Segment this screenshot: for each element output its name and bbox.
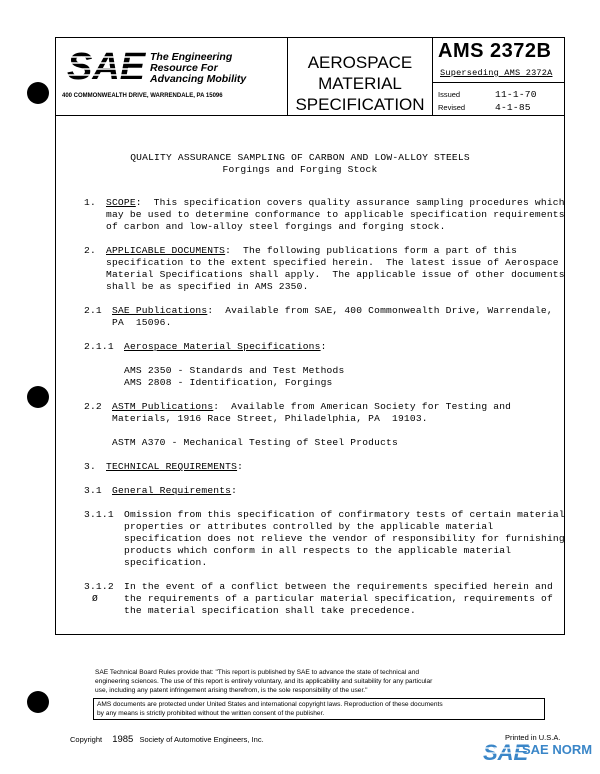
section-number: 2.1.1	[84, 341, 114, 352]
reference-item: AMS 2808 - Identification, Forgings	[124, 377, 333, 388]
section-heading: SCOPE	[106, 197, 136, 208]
tagline-line: The Engineering	[150, 51, 233, 63]
section-number: 3.1.1	[84, 509, 114, 520]
copyright-year: 1985	[112, 734, 134, 745]
section-astm-publications	[112, 401, 511, 413]
text-line: Materials, 1916 Race Street, Philadelphia, PA 19103.	[112, 413, 428, 424]
reference-item: ASTM A370 - Mechanical Testing of Steel Products	[112, 437, 398, 448]
text-line: : Available from American Society for Testing and	[213, 401, 512, 412]
section-applicable-documents	[106, 245, 517, 257]
section-heading: General Requirements	[112, 485, 232, 496]
doc-number: AMS 2372B	[438, 40, 552, 62]
text-line: :	[231, 485, 238, 496]
section-heading: ASTM Publications	[112, 401, 214, 412]
section-heading: TECHNICAL REQUIREMENTS	[106, 461, 238, 472]
section-ams	[124, 341, 327, 353]
section-number: 3.1.2	[84, 581, 114, 592]
section-heading: Aerospace Material Specifications	[124, 341, 321, 352]
watermark-text: SAE NORM	[522, 742, 593, 757]
logo-tagline	[150, 52, 246, 85]
section-heading: APPLICABLE DOCUMENTS	[106, 245, 226, 256]
copyright-holder: Society of Automotive Engineers, Inc.	[139, 735, 264, 744]
section-technical-requirements	[106, 461, 243, 473]
document-title: QUALITY ASSURANCE SAMPLING OF CARBON AND LOW-ALLOY STEELS	[130, 152, 470, 163]
ams-divider	[432, 82, 565, 83]
text-line: Omission from this specification of confirmatory tests of certain material	[124, 509, 565, 520]
section-general-requirements	[112, 485, 237, 497]
text-line: : This specification covers quality assurance sampling procedures which	[135, 197, 565, 208]
text-line: Material Specifications shall apply. The applicable issue of other documents	[106, 269, 565, 280]
text-line: AMS documents are protected under United States and international copyright laws. Reproduction of these documents	[97, 701, 443, 708]
revised-label: Revised	[438, 103, 466, 112]
section-number: 3.	[84, 461, 96, 472]
copyright-line	[70, 734, 264, 745]
technical-board-rules	[95, 668, 432, 695]
text-line: properties or attributes controlled by the applicable material	[124, 521, 494, 532]
header-vertical-divider	[432, 37, 433, 115]
text-line: of carbon and low-alloy steel forgings and forging stock.	[106, 221, 446, 232]
text-line: specification to the extent specified herein. The latest issue of Aerospace	[106, 257, 559, 268]
section-number: 1.	[84, 197, 96, 208]
section-number: 2.1	[84, 305, 102, 316]
printed-in: Printed in U.S.A.	[505, 733, 561, 742]
section-number: 3.1	[84, 485, 102, 496]
document-subtitle: Forgings and Forging Stock	[222, 164, 378, 175]
text-line: the requirements of a particular material specification, requirements of	[124, 593, 553, 604]
section-scope	[106, 197, 565, 209]
section-number: 2.2	[84, 401, 102, 412]
reference-item: AMS 2350 - Standards and Test Methods	[124, 365, 345, 376]
copyright-notice-box	[93, 698, 545, 720]
text-line: the material specification shall take precedence.	[124, 605, 416, 616]
text-line: : Available from SAE, 400 Commonwealth Drive, Warrendale,	[207, 305, 553, 316]
issued-date: 11-1-70	[495, 89, 537, 100]
text-line: :	[320, 341, 327, 352]
svg-text:SAE: SAE	[483, 740, 529, 765]
tagline-line: Resource For	[150, 62, 218, 74]
sae-logo	[65, 45, 160, 85]
text-line: engineering sciences. The use of this report is entirely voluntary, and its applicability and suitability for any particular	[95, 678, 433, 685]
punch-hole-top	[27, 82, 49, 104]
spec-type-line: SPECIFICATION	[295, 95, 425, 114]
text-line: :	[237, 461, 244, 472]
text-line: use, including any patent infringement arising therefrom, is the sole responsibility of the user."	[95, 687, 368, 694]
text-line: : The following publications form a part of this	[225, 245, 518, 256]
text-line: specification does not relieve the vendor of responsibility for furnishing	[124, 533, 565, 544]
sae-logo-text: SAE	[67, 46, 146, 85]
superseding-note: Superseding AMS 2372A	[440, 68, 553, 78]
text-line: PA 15096.	[112, 317, 172, 328]
spec-type-line: AEROSPACE	[307, 53, 413, 72]
text-line: SAE Technical Board Rules provide that: "This report is published by SAE to advance the state of technical and	[95, 669, 420, 676]
text-line: products which conform in all respects to the applicable material	[124, 545, 512, 556]
punch-hole-middle	[27, 386, 49, 408]
spec-type-line: MATERIAL	[318, 74, 402, 93]
issued-label: Issued	[438, 90, 461, 99]
revised-date: 4-1-85	[495, 102, 531, 113]
copyright-label: Copyright	[70, 735, 103, 744]
text-line: shall be as specified in AMS 2350.	[106, 281, 309, 292]
section-heading: SAE Publications	[112, 305, 208, 316]
sae-address: 400 COMMONWEALTH DRIVE, WARRENDALE, PA 15096	[62, 93, 223, 99]
section-sae-publications	[112, 305, 553, 317]
text-line: specification.	[124, 557, 208, 568]
spec-type	[288, 52, 432, 115]
header-divider	[55, 115, 565, 116]
section-number: 2.	[84, 245, 96, 256]
text-line: by any means is strictly prohibited without the written consent of the publisher.	[97, 710, 325, 717]
punch-hole-bottom	[27, 691, 49, 713]
text-line: In the event of a conflict between the requirements specified herein and	[124, 581, 553, 592]
text-line: may be used to determine conformance to applicable specification requirements	[106, 209, 565, 220]
revision-mark: Ø	[92, 593, 98, 604]
tagline-line: Advancing Mobility	[150, 73, 247, 85]
